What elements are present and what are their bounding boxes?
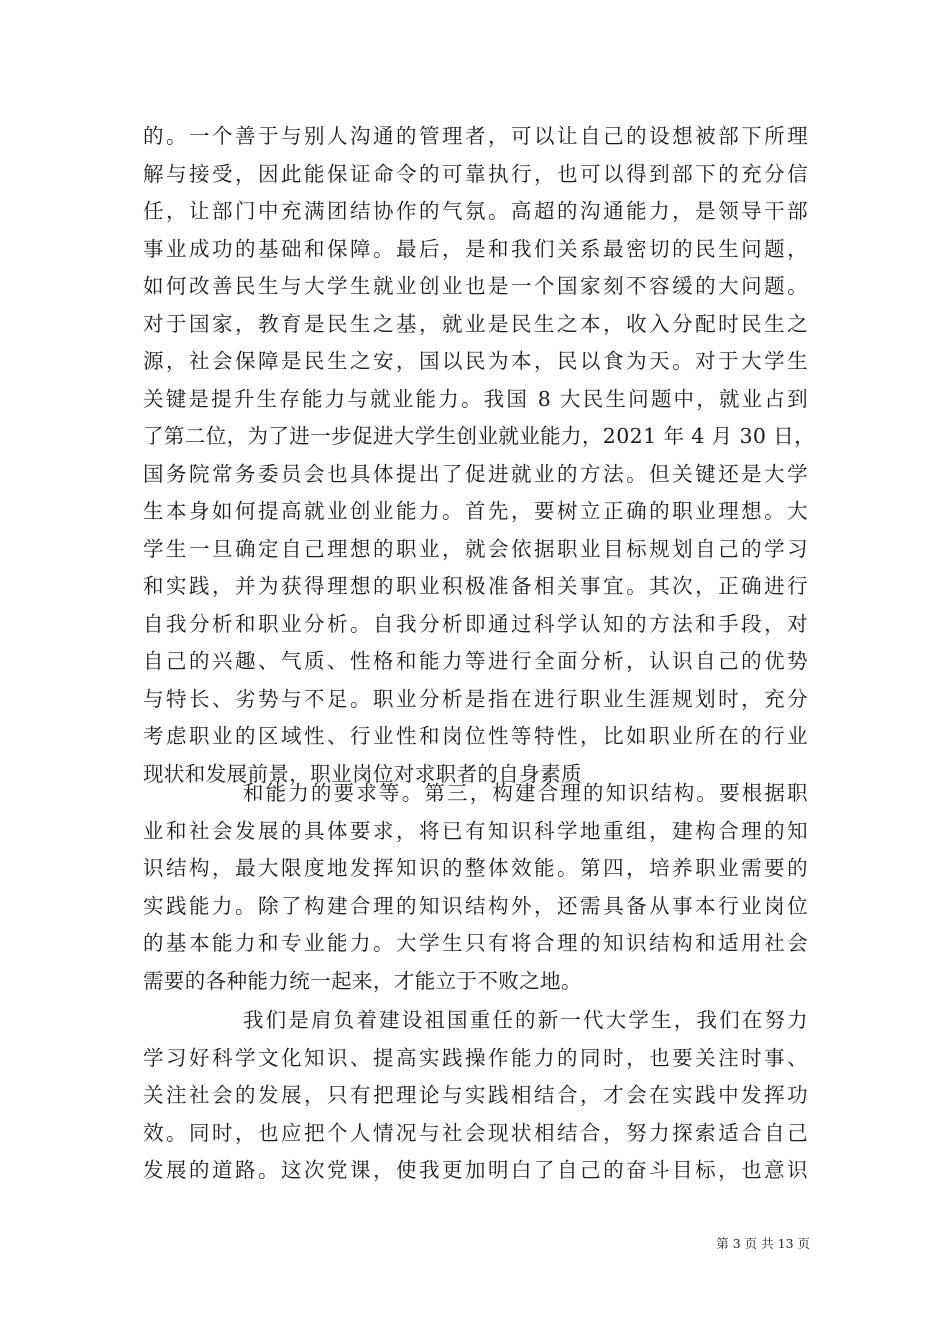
text-line: 我们是肩负着建设祖国重任的新一代大学生，我们在努力	[243, 1008, 808, 1032]
text-line: 和实践，并为获得理想的职业积极准备相关事宜。其次，正确进行	[143, 574, 808, 598]
text-line: 现状和发展前景，职业岗位对求职者的自身素质	[143, 761, 582, 786]
text-line: 需要的各种能力统一起来，才能立于不败之地。	[143, 968, 582, 993]
text-line: 生本身如何提高就业创业能力。首先，要树立正确的职业理想。大	[143, 499, 808, 523]
text-line: 发展的道路。这次党课，使我更加明白了自己的奋斗目标，也意识	[143, 1158, 808, 1182]
text-line: 解与接受，因此能保证命令的可靠执行，也可以得到部下的充分信	[143, 161, 808, 186]
text-line: 自我分析和职业分析。自我分析即通过科学认知的方法和手段，对	[143, 611, 808, 636]
text-line: 关键是提升生存能力与就业能力。我国 8 大民生问题中，就业占到	[143, 386, 808, 411]
page-number-footer: 第 3 页 共 13 页	[716, 1236, 810, 1251]
paragraph-3	[143, 1002, 808, 1190]
text-line: 如何改善民生与大学生就业创业也是一个国家刻不容缓的大问题。	[143, 274, 808, 298]
paragraph-2	[143, 775, 808, 1000]
text-line: 的。一个善于与别人沟通的管理者，可以让自己的设想被部下所理	[143, 124, 808, 148]
text-line: 学生一旦确定自己理想的职业，就会依据职业目标规划自己的学习	[143, 536, 808, 561]
text-line: 考虑职业的区域性、行业性和岗位性等特性，比如职业所在的行业	[143, 724, 808, 748]
text-line: 与特长、劣势与不足。职业分析是指在进行职业生涯规划时，充分	[143, 686, 808, 711]
text-line: 关注社会的发展，只有把理论与实践相结合，才会在实践中发挥功	[143, 1083, 808, 1107]
text-line: 识结构，最大限度地发挥知识的整体效能。第四，培养职业需要的	[143, 856, 808, 880]
text-line: 效。同时，也应把个人情况与社会现状相结合，努力探索适合自己	[143, 1120, 808, 1145]
text-line: 实践能力。除了构建合理的知识结构外，还需具备从事本行业岗位	[143, 893, 808, 918]
text-line: 国务院常务委员会也具体提出了促进就业的方法。但关键还是大学	[143, 461, 808, 486]
paragraph-1	[143, 118, 816, 793]
text-line: 任，让部门中充满团结协作的气氛。高超的沟通能力，是领导干部	[143, 199, 808, 223]
text-line: 业和社会发展的具体要求，将已有知识科学地重组，建构合理的知	[143, 818, 808, 843]
text-line: 对于国家，教育是民生之基，就业是民生之本，收入分配时民生之	[143, 311, 808, 336]
text-line: 事业成功的基础和保障。最后，是和我们关系最密切的民生问题，	[143, 236, 808, 261]
text-line: 自己的兴趣、气质、性格和能力等进行全面分析，认识自己的优势	[143, 649, 808, 673]
text-line: 学习好科学文化知识、提高实践操作能力的同时，也要关注时事、	[143, 1045, 808, 1070]
text-line: 了第二位，为了进一步促进大学生创业就业能力，2021 年 4 月 30 日，	[143, 424, 816, 448]
text-line: 和能力的要求等。第三，构建合理的知识结构。要根据职	[243, 781, 808, 805]
text-line: 源，社会保障是民生之安，国以民为本，民以食为天。对于大学生	[143, 349, 808, 373]
text-line: 的基本能力和专业能力。大学生只有将合理的知识结构和适用社会	[143, 931, 808, 955]
